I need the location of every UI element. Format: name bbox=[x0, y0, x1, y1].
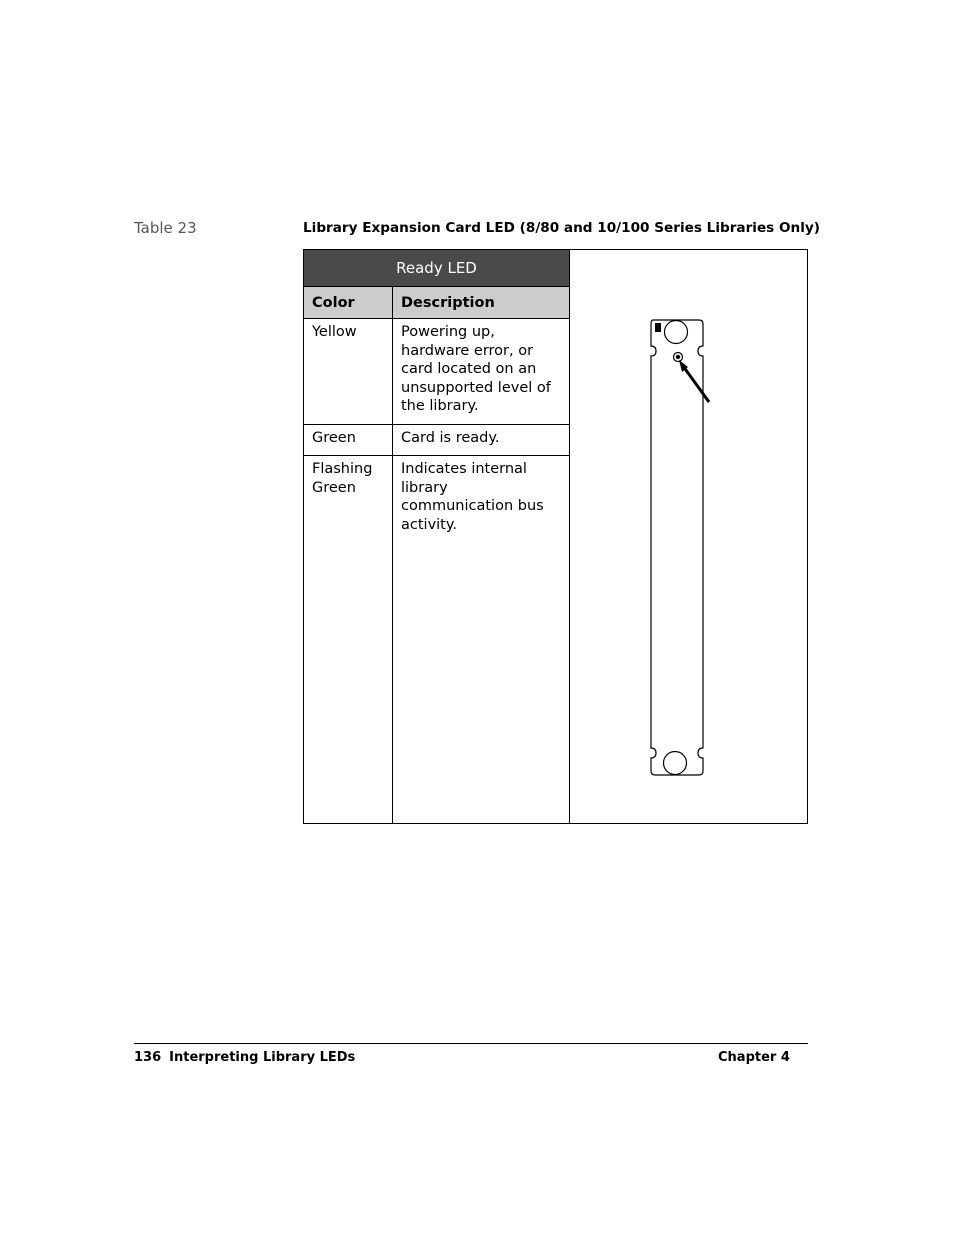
card-illustration-cell bbox=[570, 250, 808, 824]
row-color-flashing-green: Flashing Green bbox=[304, 456, 393, 824]
chapter-label: Chapter 4 bbox=[718, 1050, 790, 1065]
column-header-color: Color bbox=[304, 287, 393, 319]
row-description-flashing-green: Indicates internal library communication bus activity. bbox=[393, 456, 570, 824]
header-ready-led-label: Ready LED bbox=[396, 259, 477, 277]
footer-left bbox=[134, 1050, 355, 1065]
column-header-description: Description bbox=[393, 287, 570, 319]
card-outline bbox=[651, 320, 703, 775]
card-marker bbox=[655, 323, 661, 332]
ready-led-center bbox=[676, 355, 680, 359]
top-mounting-hole bbox=[665, 321, 688, 344]
page-number: 136 bbox=[134, 1050, 162, 1065]
bottom-mounting-hole bbox=[664, 752, 687, 775]
footer-rule bbox=[134, 1043, 808, 1044]
table-title: Library Expansion Card LED (8/80 and 10/100 Series Libraries Only) bbox=[303, 220, 820, 236]
row-description-yellow: Powering up, hardware error, or card located on an unsupported level of the library. bbox=[393, 319, 570, 425]
table-number: Table 23 bbox=[134, 219, 197, 237]
header-ready-led bbox=[304, 250, 570, 287]
header-group-row bbox=[304, 250, 808, 287]
section-title: Interpreting Library LEDs bbox=[169, 1050, 356, 1065]
led-table bbox=[303, 249, 808, 824]
row-color-yellow: Yellow bbox=[304, 319, 393, 425]
row-color-green: Green bbox=[304, 424, 393, 456]
row-description-green: Card is ready. bbox=[393, 424, 570, 456]
expansion-card-illustration bbox=[570, 250, 808, 825]
